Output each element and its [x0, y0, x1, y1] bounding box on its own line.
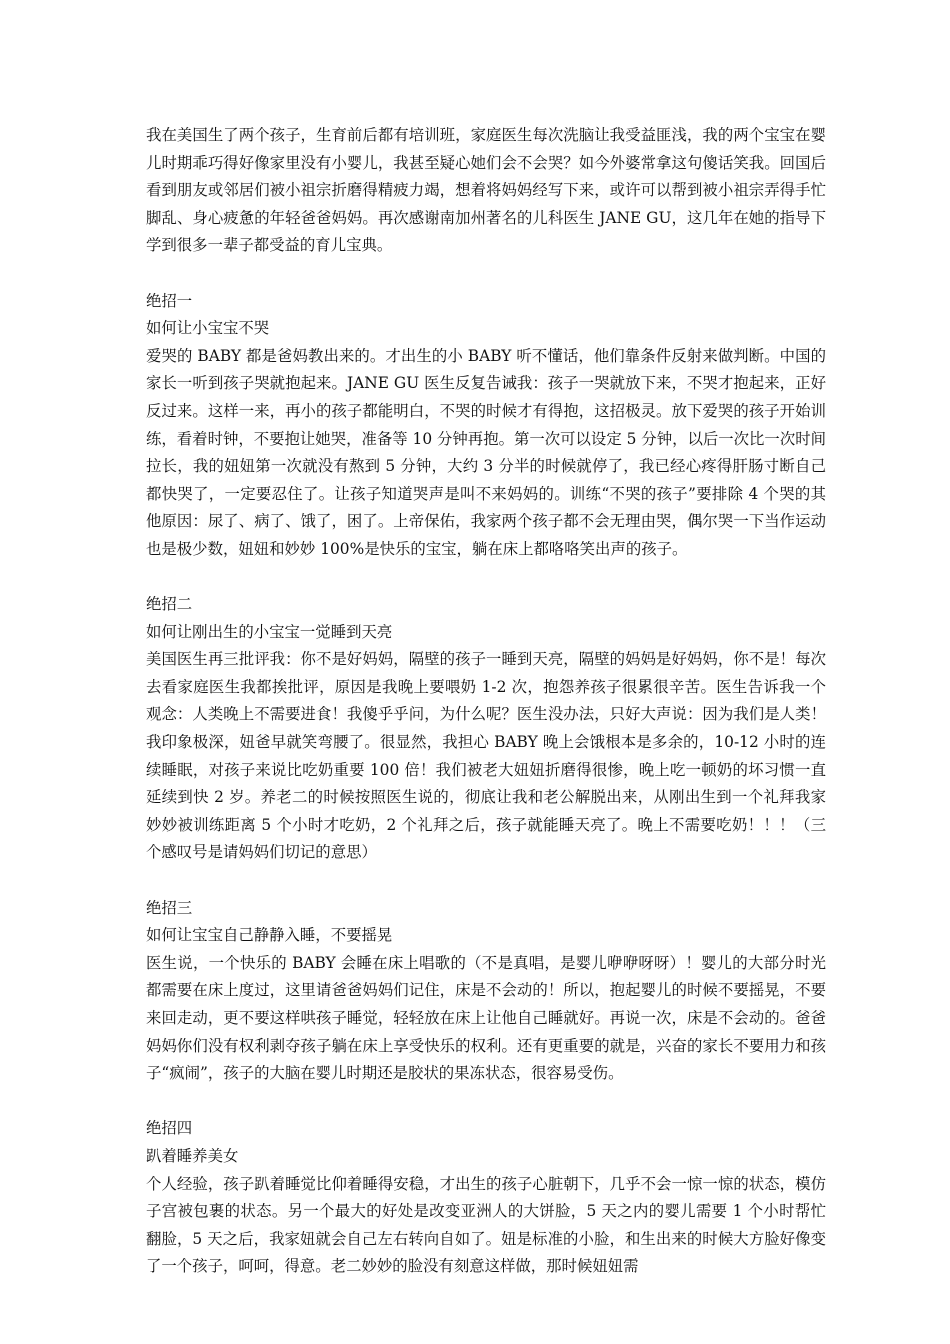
section-body-3: 医生说，一个快乐的 BABY 会睡在床上唱歌的（不是真唱，是婴儿咿咿呀呀）！婴儿的大部分时光都需要在床上度过，这里请爸爸妈妈们记住，床是不会动的！所以，抱起婴儿的时候不要摇晃，不要来回走动，更不要这样哄孩子睡觉，轻轻放在床上让他自己睡就好。再说一次，床是不会动的。爸爸妈妈你们没有权利剥夺孩子躺在床上享受快乐的权利。还有更重要的就是，兴奋的家长不要用力和孩子“疯闹”，孩子的大脑在婴儿时期还是胶状的果冻状态，很容易受伤。 — [146, 953, 826, 1083]
paragraph-gap — [146, 867, 826, 895]
section-title-2: 绝招二 — [146, 595, 193, 614]
section-title-1: 绝招一 — [146, 291, 193, 310]
section-subtitle-4: 趴着睡养美女 — [146, 1146, 239, 1165]
paragraph-gap — [146, 260, 826, 288]
section-subtitle-2: 如何让刚出生的小宝宝一觉睡到天亮 — [146, 622, 393, 641]
paragraph-gap — [146, 1088, 826, 1116]
section-body-1: 爱哭的 BABY 都是爸妈教出来的。才出生的小 BABY 听不懂话，他们靠条件反射来做判断。中国的家长一听到孩子哭就抱起来。JANE GU 医生反复告诫我：孩子一哭就放下来，不哭才抱起来，正好反过来。这样一来，再小的孩子都能明白，不哭的时候才有得抱，这招极灵。放下爱哭的孩子开始训练，看着时钟，不要抱让她哭，准备等 10 分钟再抱。第一次可以设定 5 分钟，以后一次比一次时间拉长，我的妞妞第一次就没有熬到 5 分钟，大约 3 分半的时候就停了，我已经心疼得肝肠寸断自己都快哭了，一定要忍住了。让孩子知道哭声是叫不来妈妈的。训练“不哭的孩子”要排除 4 个哭的其他原因：尿了、病了、饿了，困了。上帝保佑，我家两个孩子都不会无理由哭，偶尔哭一下当作运动也是极少数，妞妞和妙妙 100%是快乐的宝宝，躺在床上都咯咯笑出声的孩子。 — [146, 346, 826, 558]
paragraph-gap — [146, 564, 826, 592]
document-body — [146, 122, 826, 1281]
section-body-2: 美国医生再三批评我：你不是好妈妈，隔壁的孩子一睡到天亮，隔壁的妈妈是好妈妈，你不是！每次去看家庭医生我都挨批评，原因是我晚上要喂奶 1-2 次，抱怨养孩子很累很辛苦。医生告诉我一个观念：人类晚上不需要进食！我傻乎乎问，为什么呢？医生没办法，只好大声说：因为我们是人类！我印象极深，妞爸早就笑弯腰了。很显然，我担心 BABY 晚上会饿根本是多余的，10-12 小时的连续睡眠，对孩子来说比吃奶重要 100 倍！我们被老大妞妞折磨得很惨，晚上吃一顿奶的坏习惯一直延续到快 2 岁。养老二的时候按照医生说的，彻底让我和老公解脱出来，从刚出生到一个礼拜我家妙妙被训练距离 5 个小时才吃奶，2 个礼拜之后，孩子就能睡天亮了。晚上不需要吃奶！！！（三个感叹号是请妈妈们切记的意思） — [146, 650, 826, 862]
section-body-4: 个人经验，孩子趴着睡觉比仰着睡得安稳，才出生的孩子心脏朝下，几乎不会一惊一惊的状态，模仿子宫被包裹的状态。另一个最大的好处是改变亚洲人的大饼脸，5 天之内的婴儿需要 1 个小时帮忙翻脸，5 天之后，我家妞就会自己左右转向自如了。妞是标准的小脸，和生出来的时候大方脸好像变了一个孩子，呵呵，得意。老二妙妙的脸没有刻意这样做，那时候妞妞需 — [146, 1174, 826, 1276]
section-title-3: 绝招三 — [146, 898, 193, 917]
section-title-4: 绝招四 — [146, 1119, 193, 1138]
section-subtitle-3: 如何让宝宝自己静静入睡，不要摇晃 — [146, 926, 393, 945]
section-subtitle-1: 如何让小宝宝不哭 — [146, 319, 270, 338]
intro-paragraph: 我在美国生了两个孩子，生育前后都有培训班，家庭医生每次洗脑让我受益匪浅，我的两个宝宝在婴儿时期乖巧得好像家里没有小婴儿，我甚至疑心她们会不会哭？如今外婆常拿这句傻话笑我。回国后看到朋友或邻居们被小祖宗折磨得精疲力竭，想着将妈妈经写下来，或许可以帮到被小祖宗弄得手忙脚乱、身心疲惫的年轻爸爸妈妈。再次感谢南加州著名的儿科医生 JANE GU，这几年在她的指导下学到很多一辈子都受益的育儿宝典。 — [146, 126, 826, 255]
